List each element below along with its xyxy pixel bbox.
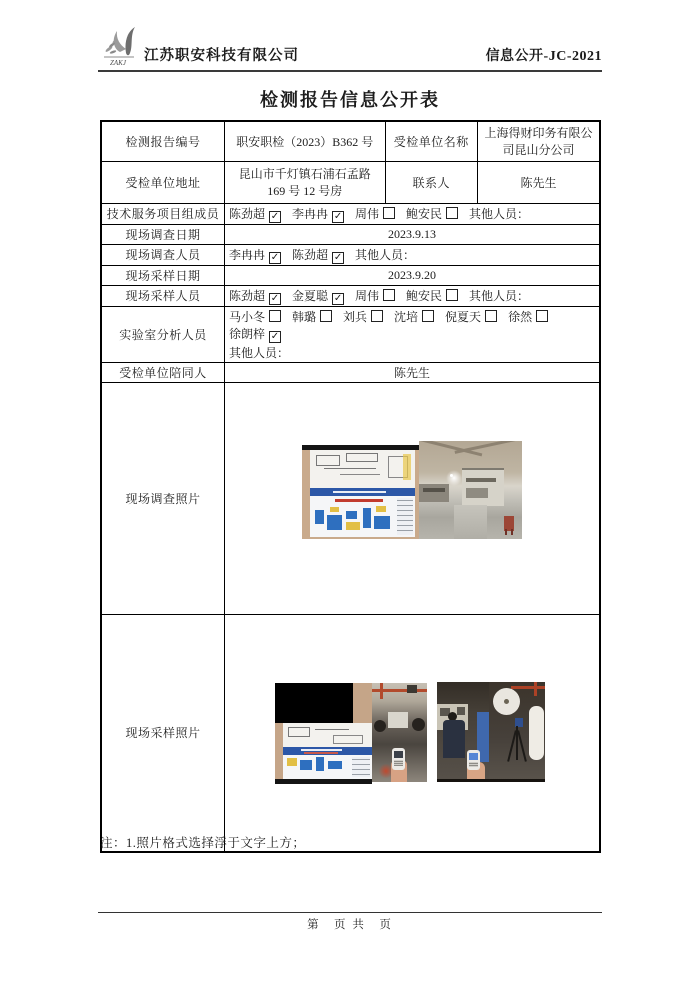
member-name: 徐朗梓 [228, 326, 265, 341]
member-name: 陈劲超 [228, 288, 265, 303]
member-name: 鲍安民 [406, 288, 443, 303]
page-number-text: 第 页 共 页 [307, 919, 393, 931]
checkbox-unchecked-icon [320, 310, 332, 322]
survey-photos-label: 现场调查照片 [101, 382, 224, 614]
table-row [101, 285, 600, 306]
table-row [101, 265, 600, 285]
table-row [101, 161, 600, 203]
member-name: 金夏聪 [292, 288, 329, 303]
member-name: 倪夏天 [445, 309, 482, 324]
checkbox-unchecked-icon [383, 289, 395, 301]
contact-value: 陈先生 [477, 161, 600, 203]
checkbox-unchecked-icon [485, 310, 497, 322]
table-row [101, 306, 600, 362]
doc-code: 信息公开-JC-2021 [485, 49, 602, 64]
member-name: 徐然 [508, 309, 533, 324]
member-item [292, 205, 344, 223]
member-item [292, 246, 344, 264]
org-name-label: 受检单位名称 [385, 121, 477, 161]
member-item [229, 287, 281, 305]
footnote: 注：1.照片格式选择浮于文字上方； [100, 836, 306, 850]
sampling-staff-members [224, 285, 600, 306]
member-item [508, 308, 548, 325]
member-name: 陈劲超 [292, 247, 329, 262]
company-logo-icon [100, 24, 144, 68]
member-name: 周伟 [355, 206, 380, 221]
report-no-label: 检测报告编号 [101, 121, 224, 161]
sampling-photo-roll-tripod [489, 682, 545, 782]
report-no-value: 职安职检（2023）B362 号 [224, 121, 385, 161]
table-row [101, 203, 600, 224]
report-info-table [100, 120, 601, 853]
checkbox-unchecked-icon [371, 310, 383, 322]
survey-staff-label: 现场调查人员 [101, 244, 224, 265]
member-item [229, 246, 281, 264]
member-item [394, 308, 434, 325]
other-staff-label: 其他人员： [228, 345, 289, 360]
escort-label: 受检单位陪同人 [101, 362, 224, 382]
team-label: 技术服务项目组成员 [101, 203, 224, 224]
member-item [292, 287, 344, 305]
survey-photo-notice-board [302, 445, 419, 539]
page-title: 检测报告信息公开表 [260, 90, 440, 110]
member-item [355, 205, 395, 222]
other-staff-label: 其他人员： [355, 247, 416, 262]
sampling-date-label: 现场采样日期 [101, 265, 224, 285]
org-name-value: 上海得财印务有限公司昆山分公司 [477, 121, 600, 161]
checkbox-unchecked-icon [446, 289, 458, 301]
sampling-staff-label: 现场采样人员 [101, 285, 224, 306]
org-addr-label: 受检单位地址 [101, 161, 224, 203]
checkbox-unchecked-icon [383, 207, 395, 219]
member-item [406, 205, 458, 222]
page-header [98, 24, 602, 72]
checkbox-checked-icon: ✓ [333, 251, 343, 263]
table-row [101, 244, 600, 265]
worker-silhouette [443, 720, 465, 758]
survey-photo-workshop [419, 441, 522, 539]
escort-value: 陈先生 [224, 362, 600, 382]
survey-staff-members [224, 244, 600, 265]
svg-text:ZAKJ: ZAKJ [110, 59, 126, 67]
member-item [229, 308, 281, 325]
checkbox-checked-icon: ✓ [270, 292, 280, 304]
member-name: 沈培 [394, 309, 419, 324]
checkbox-checked-icon: ✓ [270, 251, 280, 263]
checkbox-unchecked-icon [269, 310, 281, 322]
sampling-photo-notice-board [275, 683, 372, 784]
table-row [101, 121, 600, 161]
redaction-block [275, 683, 353, 723]
lab-staff-members [224, 306, 600, 362]
org-addr-value: 昆山市千灯镇石浦石孟路 169 号 12 号房 [224, 161, 385, 203]
company-name: 江苏职安科技有限公司 [144, 48, 299, 64]
member-name: 韩璐 [292, 309, 317, 324]
checkbox-checked-icon: ✓ [270, 210, 280, 222]
lab-staff-label: 实验室分析人员 [101, 306, 224, 362]
survey-date-label: 现场调查日期 [101, 224, 224, 244]
member-name: 鲍安民 [406, 206, 443, 221]
checkbox-checked-icon: ✓ [333, 210, 343, 222]
member-item [343, 308, 383, 325]
survey-date-value: 2023.9.13 [224, 224, 600, 244]
paper-roll [493, 688, 520, 715]
table-row [101, 362, 600, 382]
sampling-photos-cell [224, 614, 600, 852]
contact-label: 联系人 [385, 161, 477, 203]
survey-photos-cell [224, 382, 600, 614]
member-item [229, 325, 281, 343]
table-row [101, 614, 600, 852]
sampling-photos-label: 现场采样照片 [101, 614, 224, 852]
table-row [101, 224, 600, 244]
gas-detector [467, 750, 480, 770]
member-name: 李冉冉 [228, 247, 265, 262]
team-members [224, 203, 600, 224]
other-staff-label: 其他人员： [469, 206, 530, 221]
sampling-photo-detector-machine [372, 683, 427, 782]
member-item [445, 308, 497, 325]
member-item [229, 205, 281, 223]
member-item [292, 308, 332, 325]
sampling-date-value: 2023.9.20 [224, 265, 600, 285]
paper-roll-vertical [529, 706, 544, 760]
checkbox-unchecked-icon [536, 310, 548, 322]
member-item [355, 287, 395, 304]
table-row [101, 382, 600, 614]
sampling-photo-person-detector [437, 682, 489, 782]
member-name: 周伟 [355, 288, 380, 303]
checkbox-unchecked-icon [422, 310, 434, 322]
gas-detector [392, 748, 405, 770]
page-footer [98, 912, 602, 932]
member-item [406, 287, 458, 304]
member-name: 陈劲超 [228, 206, 265, 221]
checkbox-unchecked-icon [446, 207, 458, 219]
member-name: 李冉冉 [292, 206, 329, 221]
other-staff-label: 其他人员： [469, 288, 530, 303]
checkbox-checked-icon: ✓ [333, 292, 343, 304]
member-name: 刘兵 [343, 309, 368, 324]
member-name: 马小冬 [228, 309, 265, 324]
checkbox-checked-icon: ✓ [270, 330, 280, 342]
